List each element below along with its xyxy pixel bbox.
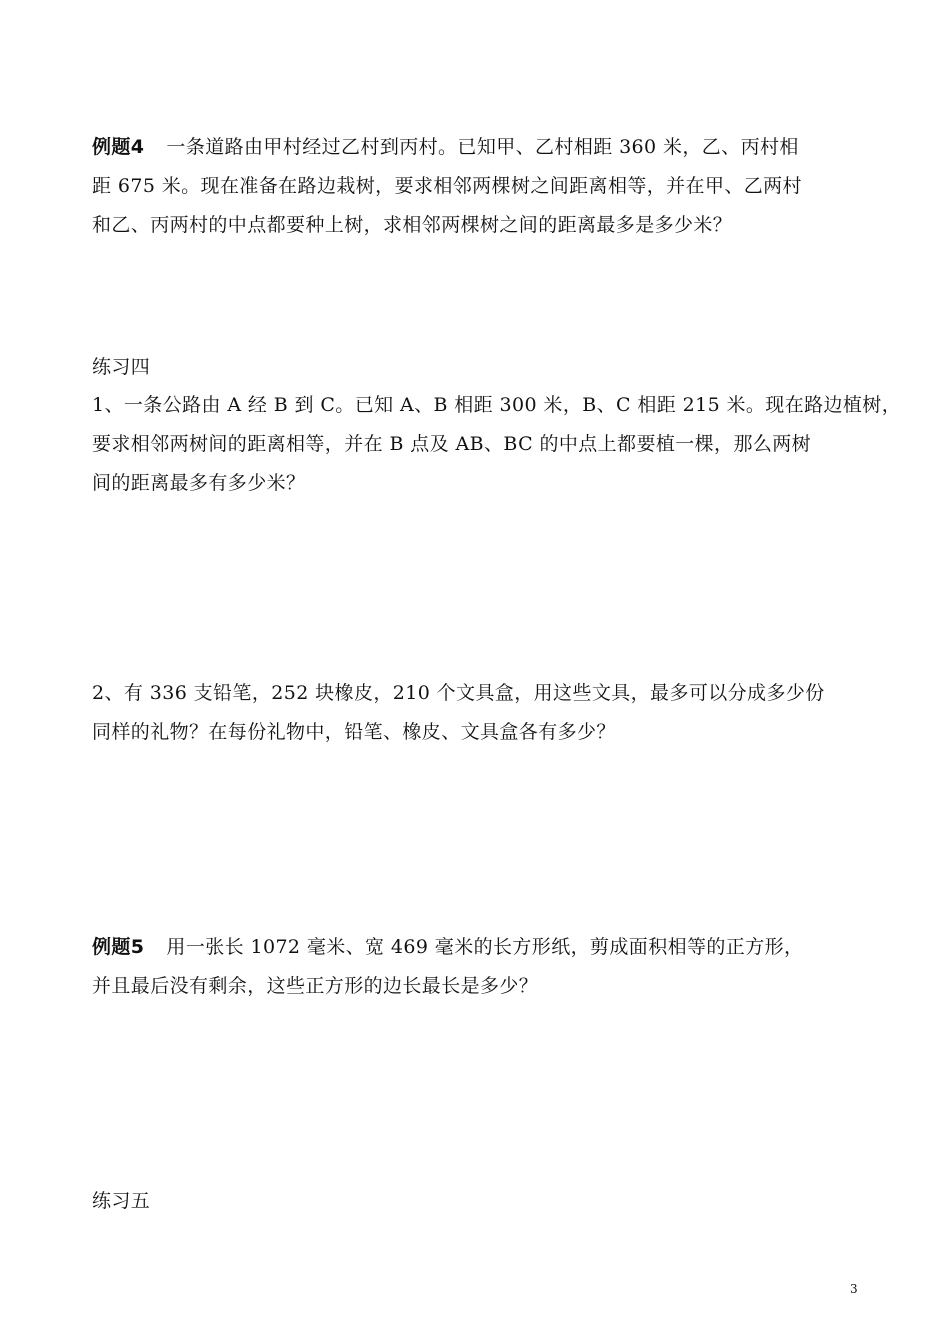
exercise-4-heading: 练习四 [92, 356, 151, 378]
exercise-5-heading: 练习五 [92, 1190, 151, 1212]
example-5 [92, 928, 872, 1006]
example-4-text-1: 一条道路由甲村经过乙村到丙村。已知甲、乙村相距 360 米，乙、丙村相 [166, 136, 799, 158]
example-4-line-2: 距 675 米。现在准备在路边栽树，要求相邻两棵树之间距离相等，并在甲、乙两村 [92, 175, 802, 197]
exercise-4-q1-line-3: 间的距离最多有多少米？ [92, 472, 306, 494]
exercise-4-q1-line-2: 要求相邻两树间的距离相等，并在 B 点及 AB、BC 的中点上都要植一棵，那么两树 [92, 433, 812, 455]
example-4-label: 例题4 [92, 136, 145, 158]
example-5-text-1: 用一张长 1072 毫米、宽 469 毫米的长方形纸，剪成面积相等的正方形， [166, 936, 804, 958]
exercise-4-question-1 [92, 386, 902, 503]
example-4-line-1 [92, 128, 872, 167]
example-4-line-3: 和乙、丙两村的中点都要种上树，求相邻两棵树之间的距离最多是多少米？ [92, 214, 733, 236]
exercise-4-q2-line-2: 同样的礼物？在每份礼物中，铅笔、橡皮、文具盒各有多少？ [92, 721, 616, 743]
exercise-4-q2-line-1: 2、有 336 支铅笔，252 块橡皮，210 个文具盒，用这些文具，最多可以分成多少份 [92, 682, 825, 704]
example-5-label: 例题5 [92, 936, 145, 958]
exercise-4-question-2 [92, 674, 872, 752]
example-5-line-1 [92, 928, 872, 967]
example-5-line-2: 并且最后没有剩余，这些正方形的边长最长是多少？ [92, 975, 539, 997]
page-number: 3 [850, 1282, 858, 1296]
example-4 [92, 128, 872, 245]
exercise-4-q1-line-1: 1、一条公路由 A 经 B 到 C。已知 A、B 相距 300 米，B、C 相距 215 米。现在路边植树， [92, 394, 902, 416]
